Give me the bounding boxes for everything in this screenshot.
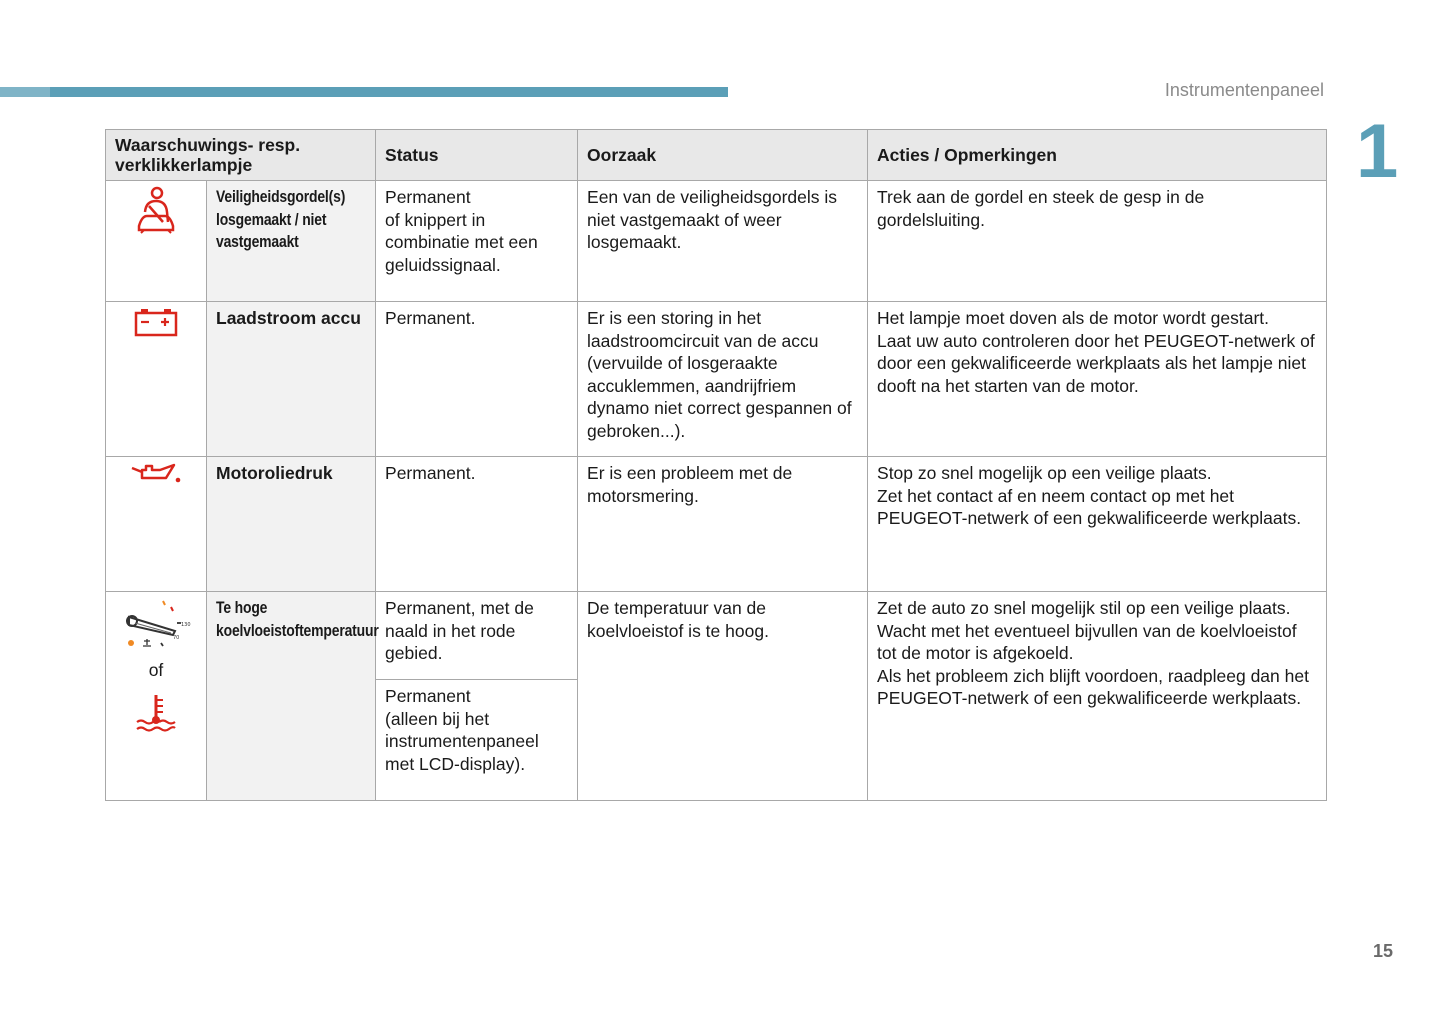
action-cell: Stop zo snel mogelijk op een veilige plaats. Zet het contact af en neem contact op met het PEUGEOT-netwerk of een gekwalificeerde werkplaats. — [868, 457, 1327, 592]
status-cell: Permanent. — [376, 457, 578, 592]
temperature-gauge-icon — [125, 597, 191, 653]
cause-cell: De temperatuur van de koelvloeistof is te hoog. — [578, 592, 868, 801]
cause-cell: Er is een storing in het laadstroomcircuit van de accu (vervuilde of losgeraakte accuklemmen, aandrijfriem dynamo niet correct gespannen of gebroken...). — [578, 302, 868, 457]
cause-cell: Een van de veiligheidsgordels is niet vastgemaakt of weer losgemaakt. — [578, 181, 868, 302]
chapter-number: 1 — [1356, 109, 1399, 194]
column-header-cause: Oorzaak — [578, 130, 868, 181]
status-cell: Permanent, met de naald in het rode gebied. — [376, 592, 578, 680]
icon-cell — [106, 592, 207, 801]
column-header-status: Status — [376, 130, 578, 181]
status-cell: Permanent. — [376, 302, 578, 457]
coolant-temperature-icon — [134, 692, 178, 732]
icon-cell — [106, 302, 207, 457]
cause-cell: Er is een probleem met de motorsmering. — [578, 457, 868, 592]
lamp-name: Motoroliedruk — [207, 457, 376, 592]
table-row — [106, 592, 1327, 680]
table-row — [106, 457, 1327, 592]
seatbelt-icon — [136, 186, 176, 234]
battery-icon — [134, 307, 178, 337]
icon-cell — [106, 181, 207, 302]
status-cell-alt: Permanent (alleen bij het instrumentenpaneel met LCD-display). — [376, 680, 578, 801]
icon-separator: of — [148, 660, 164, 680]
lamp-name: Laadstroom accu — [207, 302, 376, 457]
header-accent-bar — [50, 87, 728, 97]
oil-can-icon — [130, 462, 182, 486]
status-cell: Permanent of knippert in combinatie met een geluidssignaal. — [376, 181, 578, 302]
svg-text:70: 70 — [173, 635, 180, 641]
action-cell: Trek aan de gordel en steek de gesp in de gordelsluiting. — [868, 181, 1327, 302]
table-row — [106, 302, 1327, 457]
column-header-actions: Acties / Opmerkingen — [868, 130, 1327, 181]
warning-lights-table — [105, 129, 1327, 801]
column-header-lamp: Waarschuwings- resp. verklikkerlampje — [106, 130, 376, 181]
icon-cell — [106, 457, 207, 592]
lamp-name: Te hoge koelvloeistoftemperatuur — [207, 592, 376, 801]
lamp-name: Veiligheidsgordel(s) losgemaakt / niet vastgemaakt — [207, 181, 376, 302]
section-title: Instrumentenpaneel — [1164, 80, 1324, 100]
svg-text:130: 130 — [181, 622, 191, 628]
table-header-row — [106, 130, 1327, 181]
action-cell: Het lampje moet doven als de motor wordt gestart. Laat uw auto controleren door het PEUGEOT-netwerk of door een gekwalificeerde werkplaats als het lampje niet dooft na het starten van de motor. — [868, 302, 1327, 457]
action-cell: Zet de auto zo snel mogelijk stil op een veilige plaats. Wacht met het eventueel bijvullen van de koelvloeistof tot de motor is afgekoeld. Als het probleem zich blijft voordoen, raadpleeg dan het PEUGEOT-netwerk of een gekwalificeerde werkplaats. — [868, 592, 1327, 801]
page-number: 15 — [1373, 941, 1394, 961]
table-row — [106, 181, 1327, 302]
